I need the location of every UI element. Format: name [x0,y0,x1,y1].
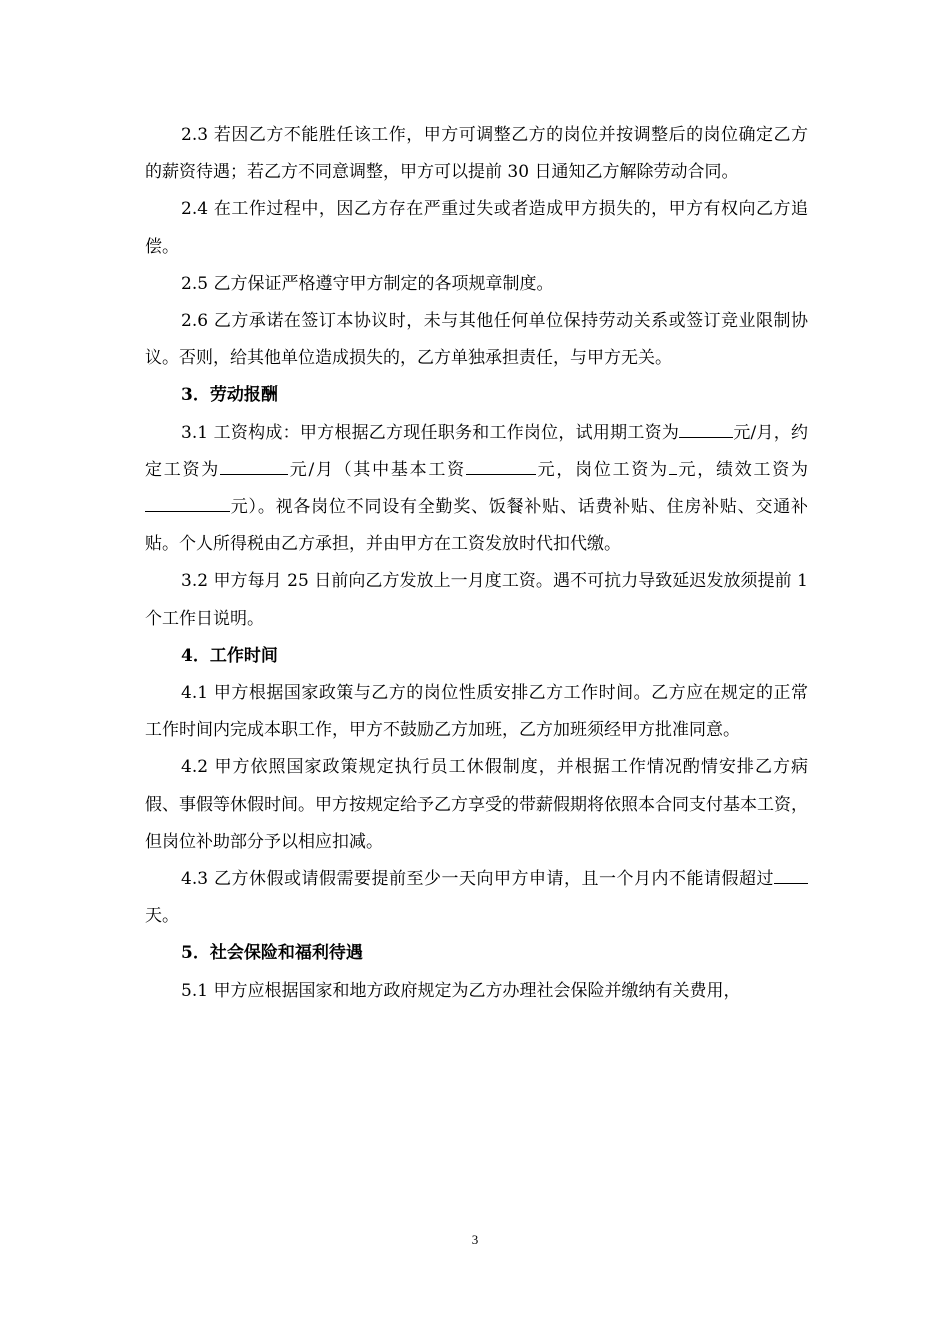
clause-3-1-text-1: 3.1 工资构成：甲方根据乙方现任职务和工作岗位，试用期工资为 [181,422,680,443]
clause-4-1: 4.1 甲方根据国家政策与乙方的岗位性质安排乙方工作时间。乙方应在规定的正常工作时间内完成本职工作，甲方不鼓励乙方加班，乙方加班须经甲方批准同意。 [145,683,808,741]
clause-4-3-text-1: 4.3 乙方休假或请假需要提前至少一天向甲方申请，且一个月内不能请假超过 [181,869,774,890]
clause-3-1-text-6: 元）。视各岗位不同设有全勤奖、饭餐补贴、话费补贴、住房补贴、交通补贴。个人所得税由乙方承担，并由甲方在工资发放时代扣代缴。 [145,497,808,555]
clause-4-3-text-2: 天。 [145,906,179,927]
section-heading-3: 3．劳动报酬 [181,385,278,406]
clause-2-5: 2.5 乙方保证严格遵守甲方制定的各项规章制度。 [181,273,554,294]
clause-3-1-text-4: 元，岗位工资为 [535,459,669,480]
agreed-salary-blank [220,457,288,475]
clause-2-4: 2.4 在工作过程中，因乙方存在严重过失或者造成甲方损失的，甲方有权向乙方追偿。 [145,199,808,257]
clause-4-3 [145,861,808,935]
clause-4-2: 4.2 甲方依照国家政策规定执行员工休假制度，并根据工作情况酌情安排乙方病假、事假等休假时间。甲方按规定给予乙方享受的带薪假期将依照本合同支付基本工资，但岗位补助部分予以相应扣减。 [145,757,808,852]
clause-3-1-text-3: 元/月（其中基本工资 [287,459,466,480]
clause-2-6: 2.6 乙方承诺在签订本协议时，未与其他任何单位保持劳动关系或签订竞业限制协议。否则，给其他单位造成损失的，乙方单独承担责任，与甲方无关。 [145,311,808,369]
base-salary-blank [466,457,536,475]
clause-3-2: 3.2 甲方每月 25 日前向乙方发放上一月度工资。遇不可抗力导致延迟发放须提前 1 个工作日说明。 [145,571,808,629]
section-heading-5: 5．社会保险和福利待遇 [181,943,363,964]
clause-2-3: 2.3 若因乙方不能胜任该工作，甲方可调整乙方的岗位并按调整后的岗位确定乙方的薪资待遇；若乙方不同意调整，甲方可以提前 30 日通知乙方解除劳动合同。 [145,125,808,183]
clause-3-1-text-5: 元，绩效工资为 [676,459,809,480]
position-salary-blank [669,457,677,475]
clause-3-1-text-2: 元/月，约定工资为 [145,422,808,480]
leave-days-blank [774,866,808,884]
probation-salary-blank [679,420,733,438]
clause-5-1: 5.1 甲方应根据国家和地方政府规定为乙方办理社会保险并缴纳有关费用， [181,980,741,1001]
contract-body [145,117,808,1010]
clause-3-1 [145,415,808,564]
performance-salary-blank [145,494,230,512]
page-number: 3 [471,1232,479,1247]
section-heading-4: 4．工作时间 [181,645,278,666]
